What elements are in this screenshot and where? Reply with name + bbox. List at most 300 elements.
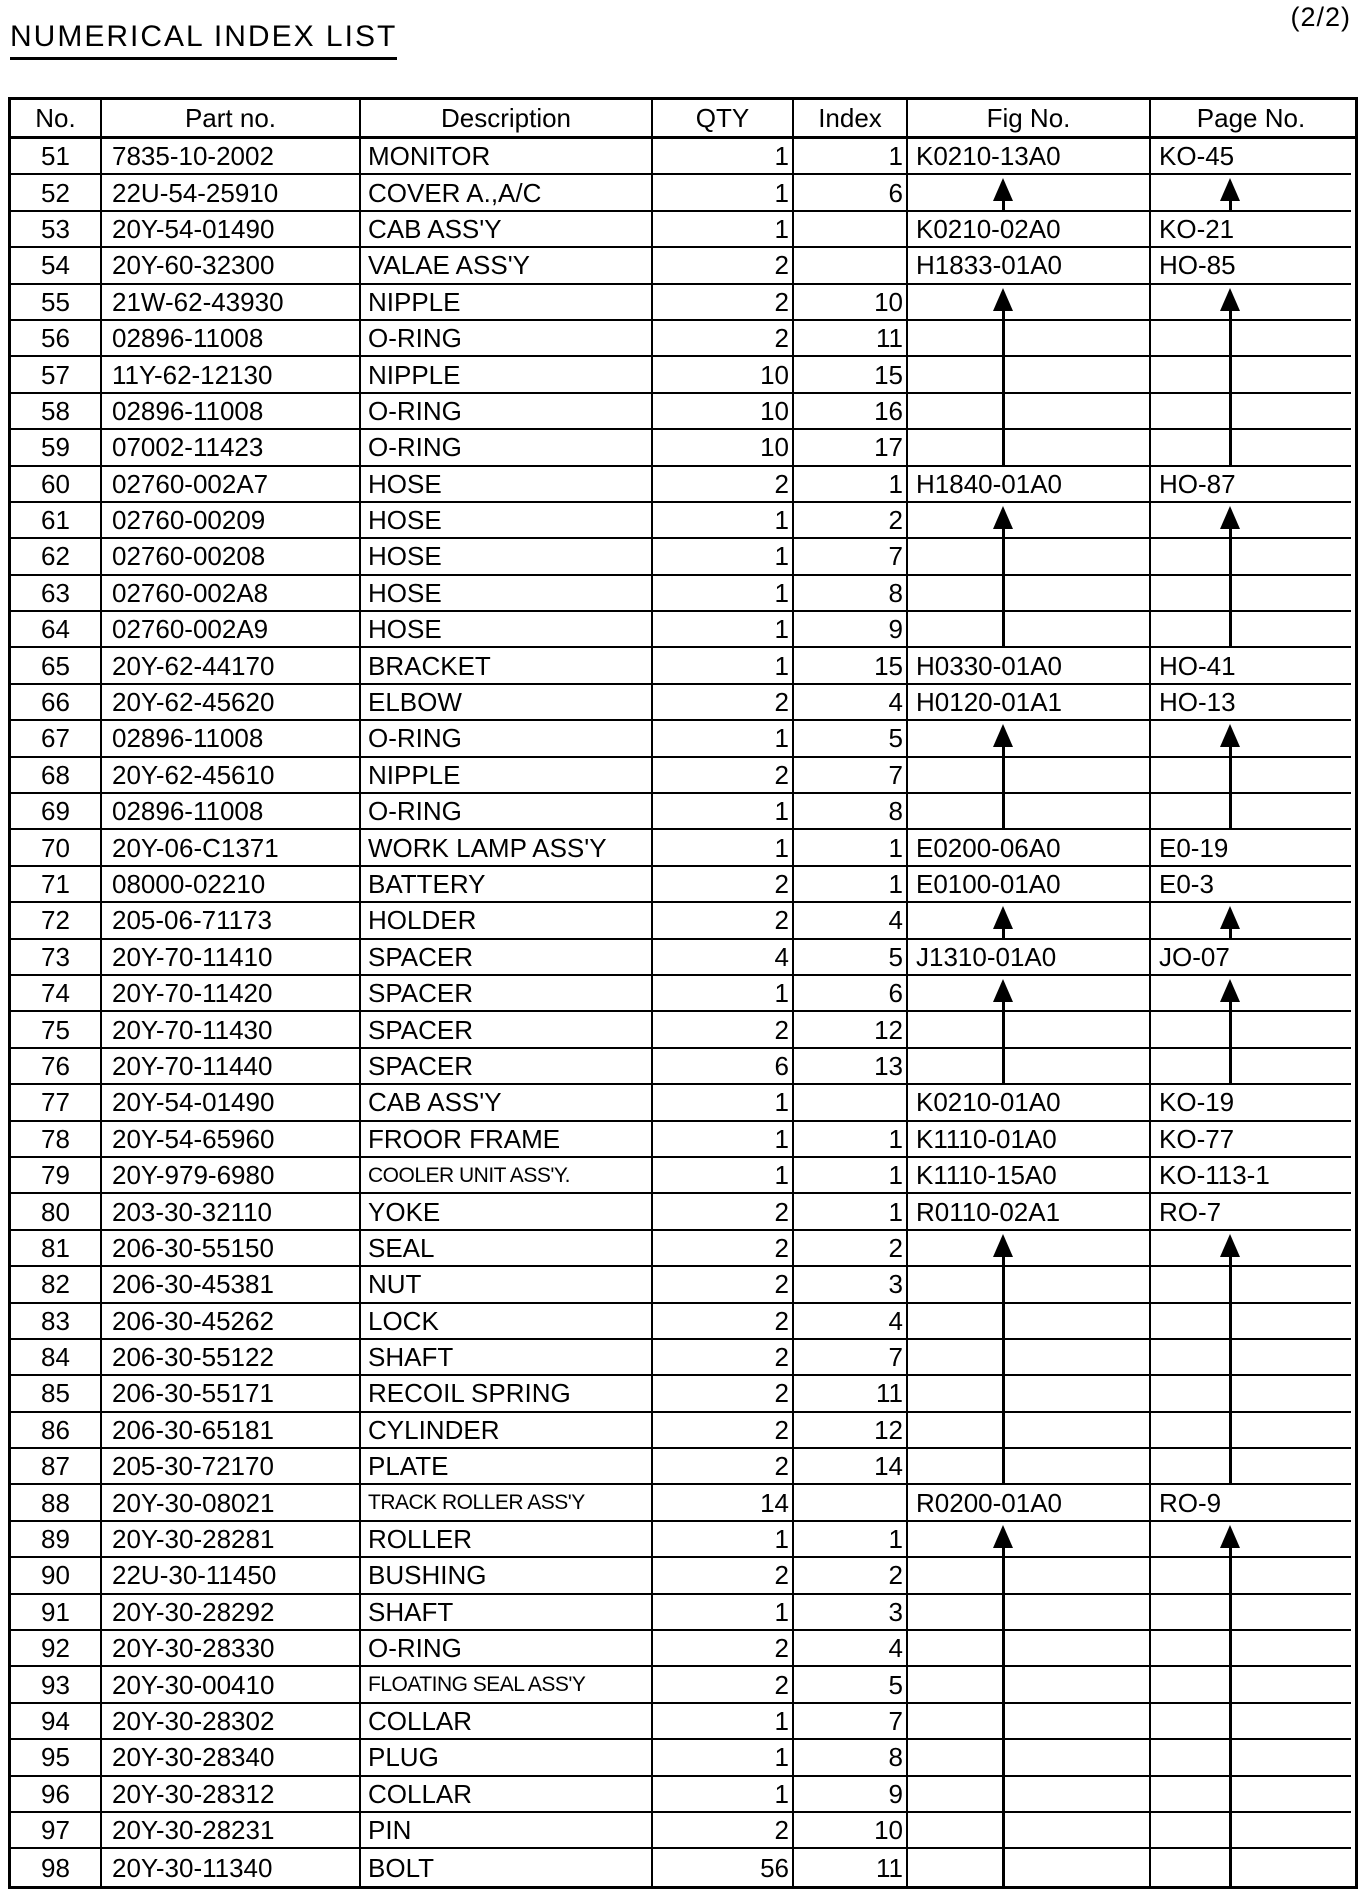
table-row	[11, 394, 1355, 430]
table-row	[11, 1267, 1355, 1303]
fig-ditto-arrow-tail	[1002, 1340, 1005, 1376]
index-cell	[794, 212, 908, 248]
row-number-cell: 81	[11, 1231, 102, 1267]
row-number-cell: 83	[11, 1304, 102, 1340]
page-no-cell	[1151, 503, 1351, 539]
page-no-cell	[1151, 1340, 1351, 1376]
page-no-cell	[1151, 1813, 1351, 1849]
index-cell: 1	[794, 1158, 908, 1194]
table-row	[11, 1376, 1355, 1412]
fig-no-cell	[908, 357, 1151, 393]
qty-cell: 1	[653, 976, 794, 1012]
table-row	[11, 212, 1355, 248]
row-number-cell: 56	[11, 321, 102, 357]
qty-cell: 1	[653, 1740, 794, 1776]
fig-no-cell: H0330-01A0	[908, 648, 1151, 684]
table-row	[11, 248, 1355, 284]
part-number-cell: 20Y-70-11420	[102, 976, 361, 1012]
page-ditto-arrow-tail	[1229, 1340, 1232, 1376]
fig-ditto-arrow-tail	[1002, 1849, 1005, 1885]
qty-cell: 2	[653, 1304, 794, 1340]
page-title: NUMERICAL INDEX LIST	[10, 20, 397, 60]
description-cell: PLUG	[361, 1740, 653, 1776]
part-number-cell: 206-30-55171	[102, 1376, 361, 1412]
fig-no-cell	[908, 1340, 1151, 1376]
row-number-cell: 93	[11, 1667, 102, 1703]
table-row	[11, 1485, 1355, 1521]
description-cell: O-RING	[361, 394, 653, 430]
fig-ditto-arrow-tail	[1002, 525, 1005, 539]
row-number-cell: 85	[11, 1376, 102, 1412]
fig-ditto-arrow-tail	[1002, 1304, 1005, 1340]
table-row	[11, 1740, 1355, 1776]
table-row	[11, 612, 1355, 648]
qty-cell: 6	[653, 1049, 794, 1085]
description-cell: O-RING	[361, 430, 653, 466]
header-qty: QTY	[653, 100, 794, 136]
index-cell: 8	[794, 576, 908, 612]
table-row	[11, 721, 1355, 757]
description-cell: O-RING	[361, 794, 653, 830]
part-number-cell: 22U-30-11450	[102, 1558, 361, 1594]
part-number-cell: 02896-11008	[102, 394, 361, 430]
fig-no-cell: J1310-01A0	[908, 940, 1151, 976]
row-number-cell: 55	[11, 285, 102, 321]
row-number-cell: 65	[11, 648, 102, 684]
table-row	[11, 1631, 1355, 1667]
index-cell: 1	[794, 1522, 908, 1558]
part-number-cell: 7835-10-2002	[102, 139, 361, 175]
fig-no-cell	[908, 1595, 1151, 1631]
table-row	[11, 758, 1355, 794]
qty-cell: 2	[653, 1267, 794, 1303]
qty-cell: 1	[653, 175, 794, 211]
qty-cell: 56	[653, 1849, 794, 1885]
description-cell: CAB ASS'Y	[361, 1085, 653, 1121]
fig-ditto-arrow-tail	[1002, 1376, 1005, 1412]
page-ditto-arrow-tail	[1229, 525, 1232, 539]
description-cell: FROOR FRAME	[361, 1122, 653, 1158]
qty-cell: 1	[653, 612, 794, 648]
index-cell: 6	[794, 976, 908, 1012]
page-no-cell	[1151, 1667, 1351, 1703]
description-cell: NIPPLE	[361, 285, 653, 321]
qty-cell: 2	[653, 467, 794, 503]
index-cell: 11	[794, 1849, 908, 1885]
index-cell: 2	[794, 1231, 908, 1267]
fig-ditto-arrow-tail	[1002, 1558, 1005, 1594]
page-ditto-arrow-tail	[1229, 1376, 1232, 1412]
row-number-cell: 88	[11, 1485, 102, 1521]
part-number-cell: 02896-11008	[102, 321, 361, 357]
table-row	[11, 903, 1355, 939]
row-number-cell: 58	[11, 394, 102, 430]
fig-no-cell: K0210-02A0	[908, 212, 1151, 248]
index-cell: 2	[794, 1558, 908, 1594]
page-no-cell	[1151, 1231, 1351, 1267]
part-number-cell: 20Y-70-11410	[102, 940, 361, 976]
index-cell: 11	[794, 1376, 908, 1412]
index-cell: 6	[794, 175, 908, 211]
index-cell: 9	[794, 1777, 908, 1813]
row-number-cell: 82	[11, 1267, 102, 1303]
fig-ditto-arrow-tail	[1002, 321, 1005, 357]
table-row	[11, 175, 1355, 211]
fig-no-cell	[908, 1304, 1151, 1340]
description-cell: PLATE	[361, 1449, 653, 1485]
description-cell: SHAFT	[361, 1595, 653, 1631]
table-row	[11, 1231, 1355, 1267]
row-number-cell: 53	[11, 212, 102, 248]
fig-ditto-arrow-tail	[1002, 430, 1005, 466]
fig-ditto-arrow-tail	[1002, 1267, 1005, 1303]
index-cell: 13	[794, 1049, 908, 1085]
part-number-cell: 20Y-62-45620	[102, 685, 361, 721]
page-no-cell	[1151, 976, 1351, 1012]
description-cell: FLOATING SEAL ASS'Y	[361, 1667, 653, 1703]
description-cell: MONITOR	[361, 139, 653, 175]
part-number-cell: 206-30-55150	[102, 1231, 361, 1267]
description-cell: WORK LAMP ASS'Y	[361, 830, 653, 866]
table-header-row	[11, 100, 1355, 139]
table-row	[11, 648, 1355, 684]
description-cell: LOCK	[361, 1304, 653, 1340]
fig-ditto-arrow-tail	[1002, 394, 1005, 430]
page-ditto-arrow-tail	[1229, 1667, 1232, 1703]
fig-no-cell: R0200-01A0	[908, 1485, 1151, 1521]
row-number-cell: 64	[11, 612, 102, 648]
page-no-cell: HO-41	[1151, 648, 1351, 684]
page-ditto-arrow-tail	[1229, 357, 1232, 393]
fig-no-cell	[908, 1267, 1151, 1303]
description-cell: O-RING	[361, 1631, 653, 1667]
part-number-cell: 206-30-45262	[102, 1304, 361, 1340]
index-cell: 7	[794, 758, 908, 794]
row-number-cell: 94	[11, 1704, 102, 1740]
table-row	[11, 1522, 1355, 1558]
qty-cell: 1	[653, 830, 794, 866]
table-row	[11, 539, 1355, 575]
fig-ditto-arrow-tail	[1002, 1667, 1005, 1703]
page-no-cell	[1151, 1849, 1351, 1885]
qty-cell: 1	[653, 1085, 794, 1121]
page-no-cell	[1151, 1376, 1351, 1412]
qty-cell: 10	[653, 394, 794, 430]
description-cell: TRACK ROLLER ASS'Y	[361, 1485, 653, 1521]
table-row	[11, 1304, 1355, 1340]
header-description: Description	[361, 100, 653, 136]
description-cell: HOSE	[361, 576, 653, 612]
page-no-cell	[1151, 576, 1351, 612]
description-cell: SHAFT	[361, 1340, 653, 1376]
index-cell: 12	[794, 1012, 908, 1048]
page-no-cell	[1151, 1012, 1351, 1048]
description-cell: SPACER	[361, 1012, 653, 1048]
table-row	[11, 1449, 1355, 1485]
page-no-cell	[1151, 1304, 1351, 1340]
page-ditto-arrow-tail	[1229, 1740, 1232, 1776]
fig-no-cell	[908, 1558, 1151, 1594]
fig-no-cell: K1110-15A0	[908, 1158, 1151, 1194]
description-cell: PIN	[361, 1813, 653, 1849]
table-row	[11, 1158, 1355, 1194]
page-ditto-arrow-tail	[1229, 576, 1232, 612]
index-cell: 1	[794, 467, 908, 503]
description-cell: NIPPLE	[361, 357, 653, 393]
index-cell: 4	[794, 1631, 908, 1667]
fig-no-cell	[908, 285, 1151, 321]
page-ditto-arrow-tail	[1229, 1813, 1232, 1849]
row-number-cell: 76	[11, 1049, 102, 1085]
description-cell: VALAE ASS'Y	[361, 248, 653, 284]
row-number-cell: 80	[11, 1194, 102, 1230]
page-no-cell	[1151, 1704, 1351, 1740]
fig-no-cell	[908, 1231, 1151, 1267]
qty-cell: 1	[653, 539, 794, 575]
fig-no-cell	[908, 1849, 1151, 1885]
fig-no-cell: H1833-01A0	[908, 248, 1151, 284]
part-number-cell: 02760-002A7	[102, 467, 361, 503]
page-ditto-arrow-tail	[1229, 1012, 1232, 1048]
row-number-cell: 77	[11, 1085, 102, 1121]
row-number-cell: 67	[11, 721, 102, 757]
fig-no-cell: E0100-01A0	[908, 867, 1151, 903]
table-row	[11, 430, 1355, 466]
part-number-cell: 02896-11008	[102, 794, 361, 830]
index-cell: 1	[794, 830, 908, 866]
fig-ditto-arrow-tail	[1002, 1704, 1005, 1740]
description-cell: HOSE	[361, 503, 653, 539]
qty-cell: 1	[653, 1122, 794, 1158]
part-number-cell: 20Y-54-01490	[102, 1085, 361, 1121]
page-no-cell	[1151, 321, 1351, 357]
table-row	[11, 830, 1355, 866]
description-cell: SPACER	[361, 940, 653, 976]
part-number-cell: 02760-002A9	[102, 612, 361, 648]
description-cell: SPACER	[361, 1049, 653, 1085]
part-number-cell: 20Y-30-11340	[102, 1849, 361, 1885]
row-number-cell: 61	[11, 503, 102, 539]
page-no-cell: KO-21	[1151, 212, 1351, 248]
table-row	[11, 685, 1355, 721]
page-no-cell	[1151, 1631, 1351, 1667]
table-row	[11, 867, 1355, 903]
page-no-cell	[1151, 1740, 1351, 1776]
index-cell: 15	[794, 648, 908, 684]
description-cell: BRACKET	[361, 648, 653, 684]
row-number-cell: 51	[11, 139, 102, 175]
description-cell: BATTERY	[361, 867, 653, 903]
row-number-cell: 75	[11, 1012, 102, 1048]
table-row	[11, 1667, 1355, 1703]
description-cell: CYLINDER	[361, 1413, 653, 1449]
index-cell: 4	[794, 1304, 908, 1340]
part-number-cell: 20Y-70-11430	[102, 1012, 361, 1048]
fig-ditto-arrow-tail	[1002, 197, 1005, 211]
qty-cell: 2	[653, 1194, 794, 1230]
page-no-cell: HO-13	[1151, 685, 1351, 721]
table-row	[11, 321, 1355, 357]
fig-no-cell	[908, 430, 1151, 466]
qty-cell: 1	[653, 576, 794, 612]
part-number-cell: 20Y-30-00410	[102, 1667, 361, 1703]
qty-cell: 1	[653, 1777, 794, 1813]
row-number-cell: 69	[11, 794, 102, 830]
description-cell: CAB ASS'Y	[361, 212, 653, 248]
row-number-cell: 62	[11, 539, 102, 575]
qty-cell: 1	[653, 1158, 794, 1194]
page-ditto-arrow-tail	[1229, 539, 1232, 575]
row-number-cell: 97	[11, 1813, 102, 1849]
fig-no-cell	[908, 394, 1151, 430]
fig-ditto-arrow-tail	[1002, 1049, 1005, 1085]
page-ditto-arrow-tail	[1229, 1631, 1232, 1667]
table-row	[11, 1085, 1355, 1121]
qty-cell: 2	[653, 685, 794, 721]
description-cell: COVER A.,A/C	[361, 175, 653, 211]
fig-ditto-arrow-tail	[1002, 1595, 1005, 1631]
page-no-cell	[1151, 1413, 1351, 1449]
index-cell: 12	[794, 1413, 908, 1449]
table-row	[11, 576, 1355, 612]
page-ditto-arrow-tail	[1229, 1253, 1232, 1267]
qty-cell: 2	[653, 248, 794, 284]
page-no-cell: KO-113-1	[1151, 1158, 1351, 1194]
fig-no-cell	[908, 1777, 1151, 1813]
description-cell: COLLAR	[361, 1704, 653, 1740]
fig-ditto-arrow-tail	[1002, 307, 1005, 321]
page-ditto-arrow-tail	[1229, 1704, 1232, 1740]
row-number-cell: 95	[11, 1740, 102, 1776]
description-cell: RECOIL SPRING	[361, 1376, 653, 1412]
description-cell: O-RING	[361, 721, 653, 757]
description-cell: O-RING	[361, 321, 653, 357]
index-cell	[794, 1085, 908, 1121]
index-cell: 5	[794, 1667, 908, 1703]
qty-cell: 2	[653, 1813, 794, 1849]
fig-no-cell	[908, 1631, 1151, 1667]
row-number-cell: 71	[11, 867, 102, 903]
page-indicator: (2/2)	[1290, 2, 1351, 32]
page-no-cell	[1151, 430, 1351, 466]
description-cell: BUSHING	[361, 1558, 653, 1594]
row-number-cell: 91	[11, 1595, 102, 1631]
row-number-cell: 78	[11, 1122, 102, 1158]
page-no-cell	[1151, 1595, 1351, 1631]
part-number-cell: 20Y-30-28292	[102, 1595, 361, 1631]
part-number-cell: 20Y-30-28281	[102, 1522, 361, 1558]
part-number-cell: 20Y-54-01490	[102, 212, 361, 248]
row-number-cell: 74	[11, 976, 102, 1012]
qty-cell: 2	[653, 867, 794, 903]
part-number-cell: 205-06-71173	[102, 903, 361, 939]
fig-ditto-arrow-tail	[1002, 576, 1005, 612]
description-cell: COLLAR	[361, 1777, 653, 1813]
row-number-cell: 79	[11, 1158, 102, 1194]
row-number-cell: 96	[11, 1777, 102, 1813]
qty-cell: 1	[653, 1522, 794, 1558]
part-number-cell: 206-30-65181	[102, 1413, 361, 1449]
fig-ditto-arrow-tail	[1002, 758, 1005, 794]
index-cell: 7	[794, 539, 908, 575]
table-body	[11, 139, 1355, 1886]
index-cell: 15	[794, 357, 908, 393]
description-cell: NIPPLE	[361, 758, 653, 794]
qty-cell: 2	[653, 1012, 794, 1048]
header-part-no: Part no.	[102, 100, 361, 136]
row-number-cell: 66	[11, 685, 102, 721]
table-row	[11, 467, 1355, 503]
qty-cell: 1	[653, 648, 794, 684]
fig-no-cell	[908, 794, 1151, 830]
part-number-cell: 206-30-45381	[102, 1267, 361, 1303]
index-cell: 16	[794, 394, 908, 430]
index-cell: 14	[794, 1449, 908, 1485]
table-row	[11, 285, 1355, 321]
page-no-cell: E0-3	[1151, 867, 1351, 903]
row-number-cell: 59	[11, 430, 102, 466]
part-number-cell: 02896-11008	[102, 721, 361, 757]
fig-ditto-arrow-tail	[1002, 743, 1005, 757]
qty-cell: 14	[653, 1485, 794, 1521]
page-ditto-arrow-tail	[1229, 197, 1232, 211]
page-ditto-arrow-tail	[1229, 612, 1232, 648]
fig-no-cell	[908, 576, 1151, 612]
page-no-cell	[1151, 794, 1351, 830]
index-cell: 7	[794, 1704, 908, 1740]
fig-no-cell: H1840-01A0	[908, 467, 1151, 503]
row-number-cell: 57	[11, 357, 102, 393]
header-page-no: Page No.	[1196, 103, 1306, 133]
index-cell: 1	[794, 867, 908, 903]
fig-ditto-arrow-tail	[1002, 794, 1005, 830]
index-cell: 1	[794, 1122, 908, 1158]
fig-ditto-arrow-tail	[1002, 612, 1005, 648]
page-no-cell	[1151, 758, 1351, 794]
fig-ditto-arrow-tail	[1002, 998, 1005, 1012]
fig-no-cell	[908, 175, 1151, 211]
table-row	[11, 503, 1355, 539]
fig-no-cell	[908, 721, 1151, 757]
fig-no-cell	[908, 612, 1151, 648]
table-row	[11, 1813, 1355, 1849]
index-cell	[794, 248, 908, 284]
description-cell: ROLLER	[361, 1522, 653, 1558]
fig-no-cell: E0200-06A0	[908, 830, 1151, 866]
page-no-cell: RO-9	[1151, 1485, 1351, 1521]
table-row	[11, 1777, 1355, 1813]
fig-no-cell	[908, 1413, 1151, 1449]
index-cell: 10	[794, 285, 908, 321]
part-number-cell: 20Y-54-65960	[102, 1122, 361, 1158]
page-ditto-arrow-tail	[1229, 1849, 1232, 1885]
page-ditto-arrow-tail	[1229, 998, 1232, 1012]
fig-no-cell	[908, 1522, 1151, 1558]
header-no: No.	[11, 100, 102, 136]
fig-no-cell	[908, 1012, 1151, 1048]
numerical-index-table	[8, 97, 1358, 1889]
part-number-cell: 20Y-62-45610	[102, 758, 361, 794]
row-number-cell: 92	[11, 1631, 102, 1667]
index-cell: 11	[794, 321, 908, 357]
page-no-cell: HO-85	[1151, 248, 1351, 284]
description-cell: HOSE	[361, 539, 653, 575]
index-cell: 4	[794, 685, 908, 721]
part-number-cell: 20Y-60-32300	[102, 248, 361, 284]
page-ditto-arrow-tail	[1229, 1595, 1232, 1631]
description-cell: HOSE	[361, 467, 653, 503]
part-number-cell: 206-30-55122	[102, 1340, 361, 1376]
